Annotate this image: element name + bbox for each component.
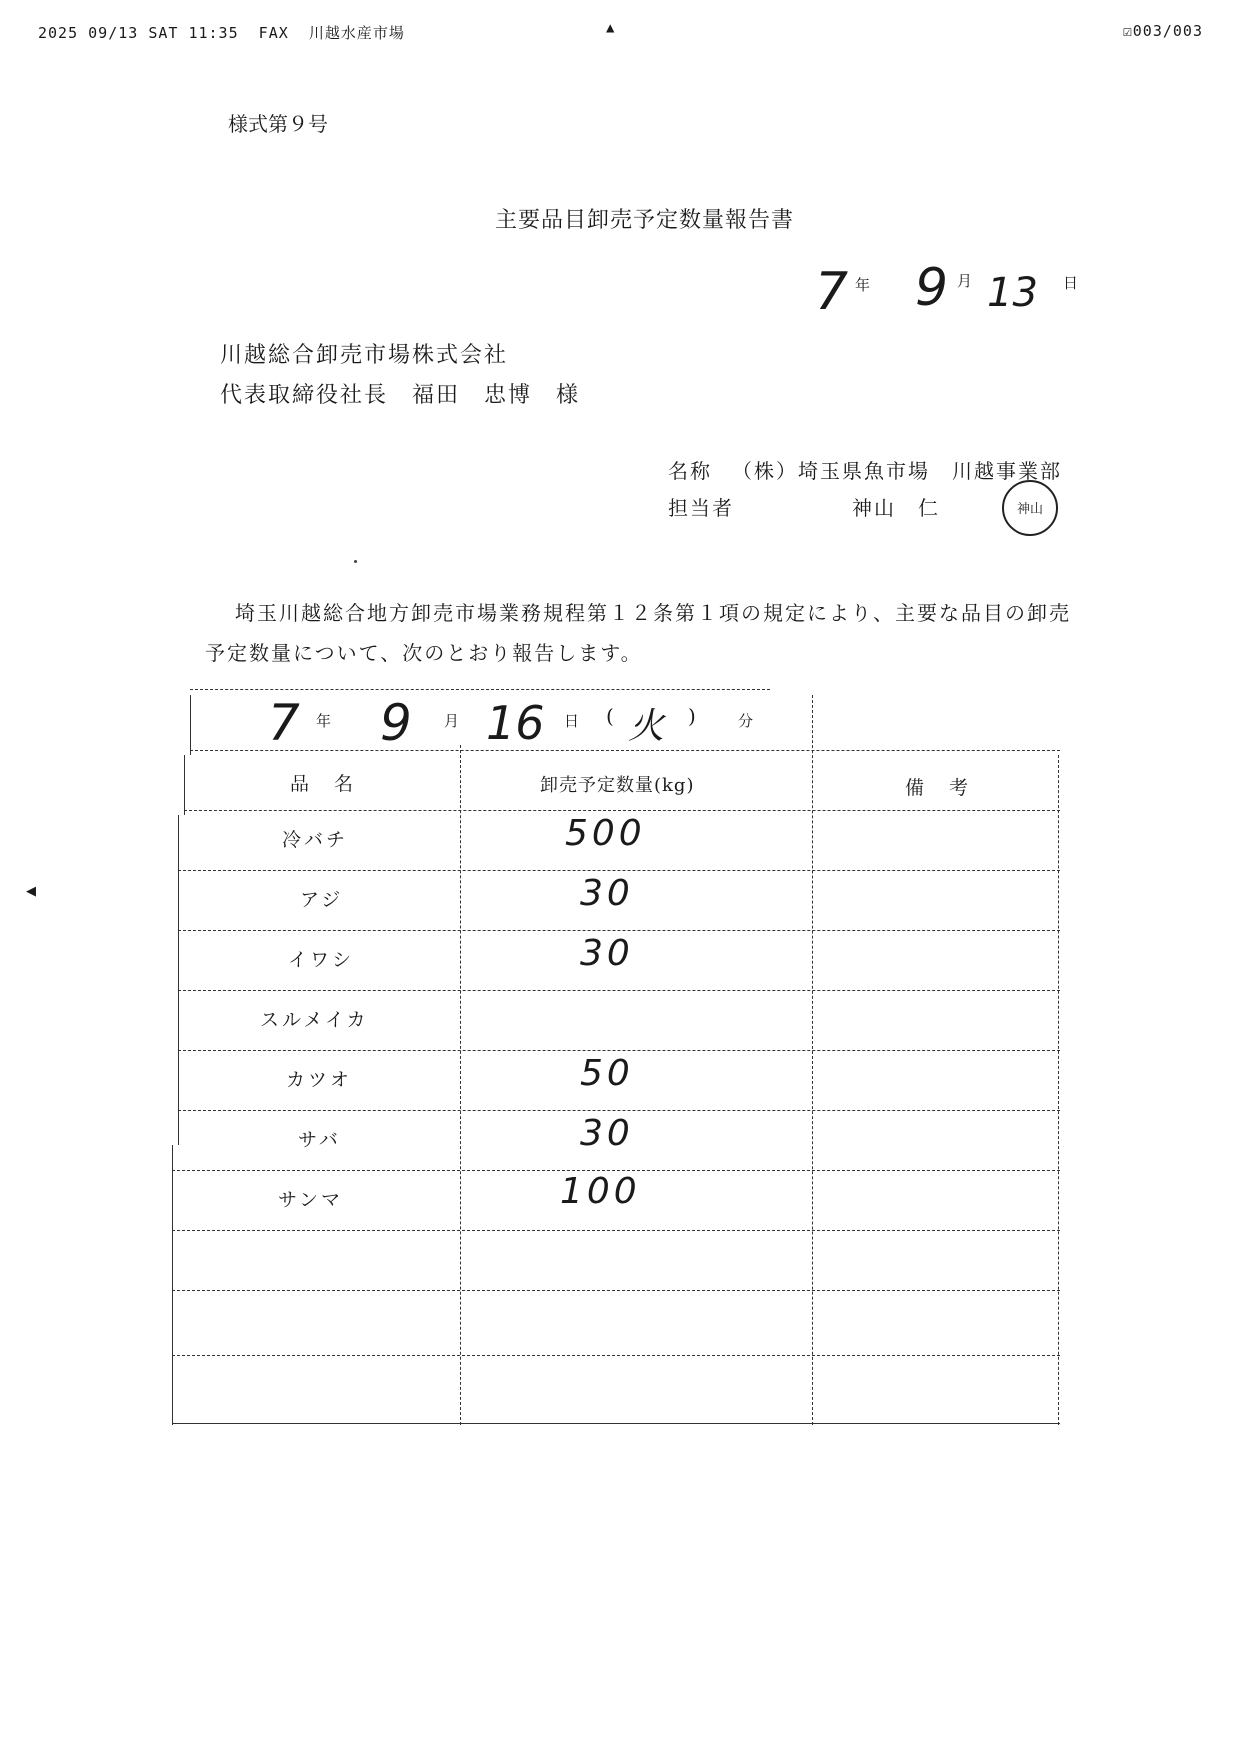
- written-date: [815, 258, 1095, 332]
- written-date-day: 13: [987, 270, 1038, 316]
- recipient-person: 代表取締役社長 福田 忠博 様: [220, 383, 581, 408]
- fax-header: [38, 22, 1203, 46]
- row-quantity: 500: [565, 813, 646, 854]
- written-date-day-unit: 日: [1063, 274, 1079, 292]
- written-date-year: 7: [815, 262, 849, 322]
- seal-text: 神山: [1016, 502, 1044, 517]
- row-quantity: 30: [580, 933, 634, 974]
- table-header-item: 品 名: [290, 773, 357, 795]
- row-quantity: 50: [580, 1053, 634, 1094]
- scan-speck: [354, 560, 357, 563]
- sender-person: 神山 仁: [852, 496, 940, 520]
- row-quantity: 30: [580, 1113, 634, 1154]
- row-quantity: 30: [580, 873, 634, 914]
- written-date-month-unit: 月: [957, 272, 973, 290]
- body-paragraph: 埼玉川越総合地方卸売市場業務規程第１２条第１項の規定により、主要な品目の卸売予定数量について、次のとおり報告します。: [205, 601, 1071, 665]
- target-date-weekday: 火: [628, 706, 665, 747]
- target-date-day-unit: 日: [564, 712, 580, 730]
- row-item: サンマ: [278, 1189, 344, 1211]
- recipient-company: 川越総合卸売市場株式会社: [220, 343, 509, 368]
- row-item: カツオ: [286, 1069, 353, 1091]
- target-date-day: 16: [486, 696, 545, 750]
- written-date-year-unit: 年: [855, 276, 871, 294]
- row-item: イワシ: [288, 949, 355, 971]
- target-date-month: 9: [380, 694, 412, 752]
- sender-name: （株）埼玉県魚市場 川越事業部: [732, 459, 1062, 483]
- table-header-note: 備 考: [905, 777, 972, 799]
- sender-name-label: 名称: [668, 459, 712, 483]
- target-date-month-unit: 月: [444, 712, 460, 730]
- sender-person-label: 担当者: [668, 496, 734, 520]
- table-header-quantity: 卸売予定数量(kg): [540, 775, 695, 796]
- row-item: 冷バチ: [282, 829, 349, 851]
- written-date-month: 9: [915, 258, 949, 318]
- row-item: サバ: [298, 1129, 341, 1151]
- row-item: スルメイカ: [260, 1009, 369, 1031]
- target-date-year: 7: [268, 694, 300, 752]
- quantity-table: [170, 695, 1062, 1425]
- fax-header-mark: ▲: [606, 20, 616, 36]
- personal-seal: [1002, 480, 1058, 536]
- row-quantity: 100: [560, 1171, 641, 1212]
- fax-header-info: 2025 09/13 SAT 11:35 FAX 川越水産市場: [38, 24, 405, 42]
- target-date: 7 年 9 月 16 日 ( 火 ) 分: [268, 694, 754, 752]
- row-item: アジ: [300, 889, 344, 911]
- document-title: 主要品目卸売予定数量報告書: [495, 208, 795, 233]
- target-date-year-unit: 年: [316, 712, 332, 730]
- fax-page-count: ☑003/003: [1122, 22, 1203, 40]
- form-number: 様式第９号: [228, 112, 328, 136]
- scan-edge-mark: ◀: [26, 884, 36, 899]
- target-date-suffix: 分: [738, 712, 754, 730]
